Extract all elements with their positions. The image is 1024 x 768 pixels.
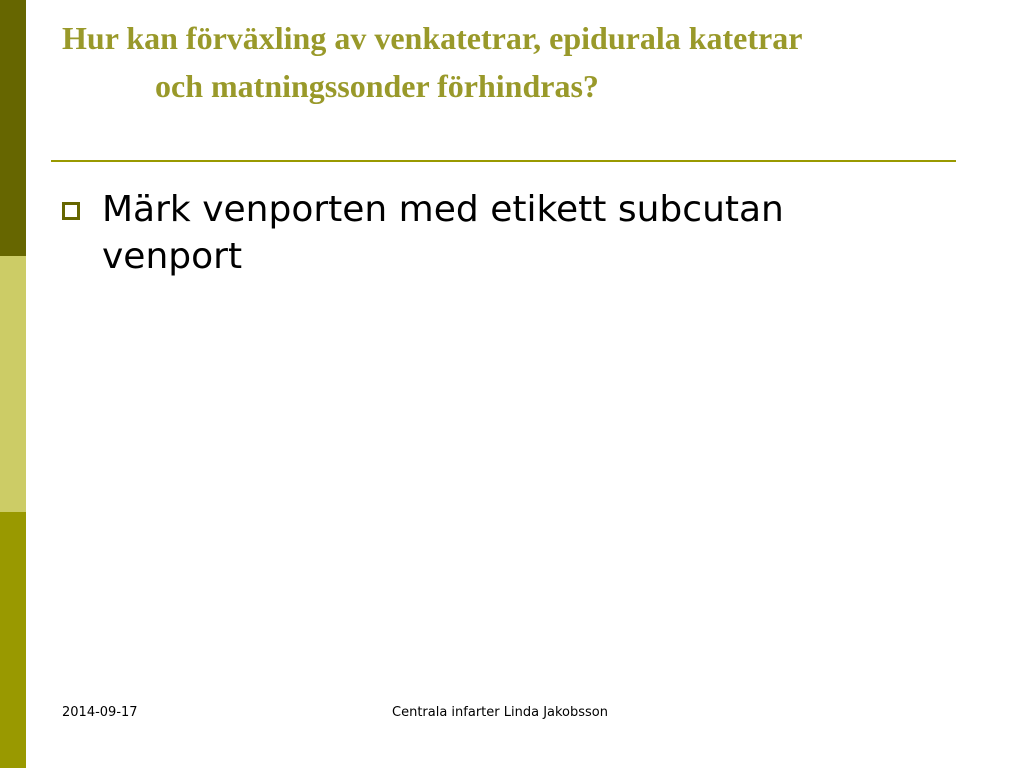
slide-title-line-1: Hur kan förväxling av venkatetrar, epidurala katetrar	[62, 20, 803, 56]
footer-date: 2014-09-17	[62, 705, 138, 720]
bullet-item	[62, 186, 902, 280]
sidebar-band-top	[0, 0, 26, 256]
footer-center-text: Centrala infarter Linda Jakobsson	[392, 705, 608, 720]
slide-title-line-2: och matningssonder förhindras?	[155, 68, 599, 104]
slide-title	[62, 14, 962, 110]
sidebar-band-bottom	[0, 512, 26, 768]
title-divider	[51, 160, 956, 162]
bullet-text: Märk venporten med etikett subcutan venport	[102, 189, 784, 277]
sidebar-band-middle	[0, 256, 26, 512]
hollow-square-bullet-icon	[62, 202, 80, 220]
